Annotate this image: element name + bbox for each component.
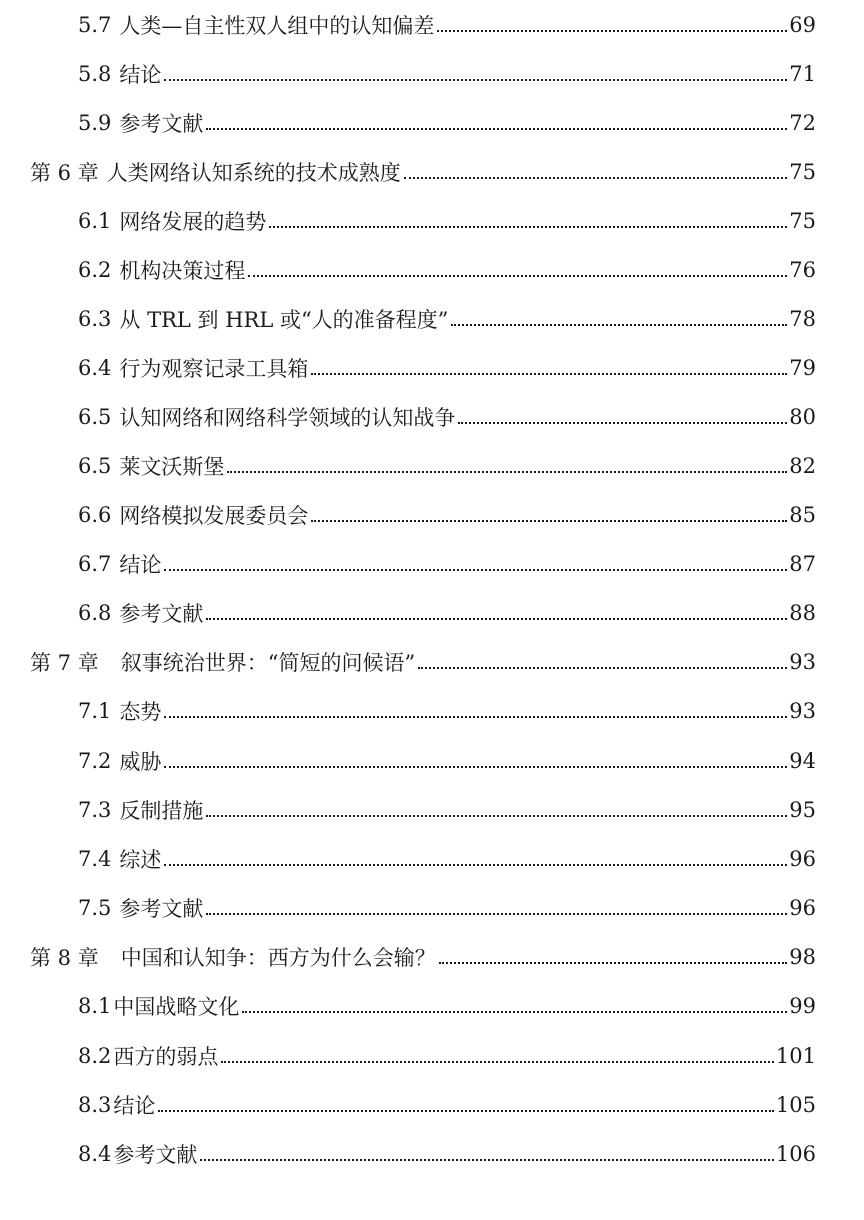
- toc-section-title: 莱文沃斯堡: [119, 455, 225, 479]
- toc-dot-leader: [451, 324, 787, 326]
- toc-section-title: 行为观察记录工具箱: [119, 357, 309, 381]
- toc-page-number: 94: [789, 749, 816, 773]
- toc-chapter-number: 第 6 章: [30, 161, 99, 185]
- toc-entry-6-3[interactable]: [0, 303, 816, 335]
- toc-dot-leader: [418, 667, 787, 669]
- toc-page-number: 93: [789, 699, 816, 723]
- toc-section-number: 5.7: [78, 13, 112, 37]
- toc-entry-6-4[interactable]: [0, 352, 816, 384]
- toc-page-number: 106: [775, 1142, 816, 1166]
- toc-page-number: 96: [789, 896, 816, 920]
- toc-section-number: 6.3: [78, 307, 112, 331]
- toc-section-number: 6.5: [78, 454, 112, 478]
- toc-section-title: 结论: [119, 63, 162, 87]
- toc-section-title: 综述: [119, 848, 162, 872]
- toc-section-title: 人类—自主性双人组中的认知偏差: [119, 14, 435, 38]
- toc-chapter-title: 叙事统治世界：“简短的问候语”: [120, 651, 416, 675]
- toc-page-number: 85: [789, 503, 816, 527]
- toc-dot-leader: [206, 618, 787, 620]
- toc-section-number: 6.8: [78, 601, 112, 625]
- toc-entry-8-1[interactable]: [0, 990, 816, 1022]
- toc-page-number: 99: [789, 994, 816, 1018]
- toc-chapter-7[interactable]: [0, 646, 816, 678]
- toc-chapter-8[interactable]: [0, 941, 816, 973]
- toc-page-number: 87: [789, 552, 816, 576]
- toc-dot-leader: [200, 1159, 774, 1161]
- toc-section-number: 7.4: [78, 847, 112, 871]
- toc-page-number: 71: [789, 62, 816, 86]
- toc-entry-7-1[interactable]: [0, 695, 816, 727]
- toc-section-title: 参考文献: [119, 897, 204, 921]
- toc-page-number: 69: [789, 13, 816, 37]
- toc-section-number: 8.1: [78, 994, 112, 1018]
- toc-page-number: 101: [775, 1044, 816, 1068]
- toc-entry-6-5b[interactable]: [0, 450, 816, 482]
- toc-section-number: 6.4: [78, 356, 112, 380]
- toc-section-number: 6.1: [78, 209, 112, 233]
- toc-section-number: 5.9: [78, 111, 112, 135]
- toc-page-number: 98: [789, 945, 816, 969]
- toc-entry-7-4[interactable]: [0, 843, 816, 875]
- toc-dot-leader: [311, 520, 787, 522]
- toc-section-title: 结论: [119, 553, 162, 577]
- toc-page-number: 88: [789, 601, 816, 625]
- toc-section-title: 威胁: [119, 750, 162, 774]
- toc-entry-5-7[interactable]: [0, 9, 816, 41]
- toc-section-number: 7.5: [78, 896, 112, 920]
- toc-section-number: 6.6: [78, 503, 112, 527]
- toc-entry-7-5[interactable]: [0, 892, 816, 924]
- toc-section-title: 认知网络和网络科学领域的认知战争: [119, 406, 456, 430]
- toc-section-number: 6.2: [78, 258, 112, 282]
- toc-entry-8-4[interactable]: [0, 1138, 816, 1170]
- toc-dot-leader: [227, 471, 787, 473]
- toc-section-title: 西方的弱点: [113, 1045, 219, 1069]
- toc-section-number: 5.8: [78, 62, 112, 86]
- toc-section-number: 6.5: [78, 405, 112, 429]
- toc-entry-7-3[interactable]: [0, 794, 816, 826]
- toc-dot-leader: [164, 716, 787, 718]
- toc-entry-5-9[interactable]: [0, 107, 816, 139]
- toc-section-number: 7.3: [78, 798, 112, 822]
- toc-dot-leader: [437, 30, 787, 32]
- toc-section-number: 8.2: [78, 1044, 112, 1068]
- toc-dot-leader: [269, 226, 787, 228]
- toc-entry-6-6[interactable]: [0, 499, 816, 531]
- toc-dot-leader: [439, 962, 788, 964]
- toc-page-number: 72: [789, 111, 816, 135]
- toc-page-number: 82: [789, 454, 816, 478]
- toc-dot-leader: [404, 177, 788, 179]
- toc-page-number: 75: [789, 160, 816, 184]
- toc-chapter-number: 第 7 章: [30, 651, 99, 675]
- toc-dot-leader: [164, 79, 787, 81]
- toc-entry-7-2[interactable]: [0, 745, 816, 777]
- toc-section-number: 7.1: [78, 699, 112, 723]
- toc-dot-leader: [458, 422, 787, 424]
- toc-section-number: 6.7: [78, 552, 112, 576]
- toc-dot-leader: [248, 275, 787, 277]
- toc-section-title: 参考文献: [119, 602, 204, 626]
- toc-entry-5-8[interactable]: [0, 58, 816, 90]
- toc-section-title: 态势: [119, 700, 162, 724]
- toc-dot-leader: [158, 1110, 774, 1112]
- toc-chapter-title: 中国和认知争：西方为什么会输？: [120, 946, 436, 970]
- toc-page-number: 76: [789, 258, 816, 282]
- toc-section-title: 中国战略文化: [113, 995, 240, 1019]
- toc-dot-leader: [242, 1011, 787, 1013]
- toc-dot-leader: [206, 128, 787, 130]
- toc-page-number: 79: [789, 356, 816, 380]
- toc-entry-6-1[interactable]: [0, 205, 816, 237]
- toc-page-number: 78: [789, 307, 816, 331]
- toc-entry-6-5a[interactable]: [0, 401, 816, 433]
- toc-dot-leader: [164, 766, 787, 768]
- toc-entry-8-2[interactable]: [0, 1040, 816, 1072]
- toc-dot-leader: [221, 1061, 774, 1063]
- toc-dot-leader: [206, 815, 787, 817]
- toc-section-title: 从 TRL 到 HRL 或“人的准备程度”: [119, 308, 449, 332]
- toc-chapter-6[interactable]: [0, 156, 816, 188]
- toc-section-title: 参考文献: [113, 1143, 198, 1167]
- toc-dot-leader: [164, 864, 787, 866]
- toc-section-title: 网络模拟发展委员会: [119, 504, 309, 528]
- toc-section-title: 反制措施: [119, 799, 204, 823]
- toc-chapter-title: 人类网络认知系统的技术成熟度: [106, 161, 401, 185]
- toc-section-number: 8.4: [78, 1142, 112, 1166]
- toc-section-number: 8.3: [78, 1093, 112, 1117]
- toc-section-title: 参考文献: [119, 112, 204, 136]
- toc-dot-leader: [311, 373, 787, 375]
- toc-page-number: 96: [789, 847, 816, 871]
- toc-section-title: 结论: [113, 1094, 156, 1118]
- toc-section-number: 7.2: [78, 749, 112, 773]
- toc-entry-6-8[interactable]: [0, 597, 816, 629]
- toc-entry-8-3[interactable]: [0, 1089, 816, 1121]
- toc-entry-6-2[interactable]: [0, 254, 816, 286]
- toc-dot-leader: [206, 913, 787, 915]
- toc-section-title: 机构决策过程: [119, 259, 246, 283]
- toc-page-number: 105: [775, 1093, 816, 1117]
- toc-page-number: 75: [789, 209, 816, 233]
- toc-chapter-number: 第 8 章: [30, 946, 99, 970]
- toc-section-title: 网络发展的趋势: [119, 210, 267, 234]
- toc-dot-leader: [164, 569, 787, 571]
- toc-page-number: 80: [789, 405, 816, 429]
- toc-entry-6-7[interactable]: [0, 548, 816, 580]
- toc-page-number: 95: [789, 798, 816, 822]
- toc-page-number: 93: [789, 650, 816, 674]
